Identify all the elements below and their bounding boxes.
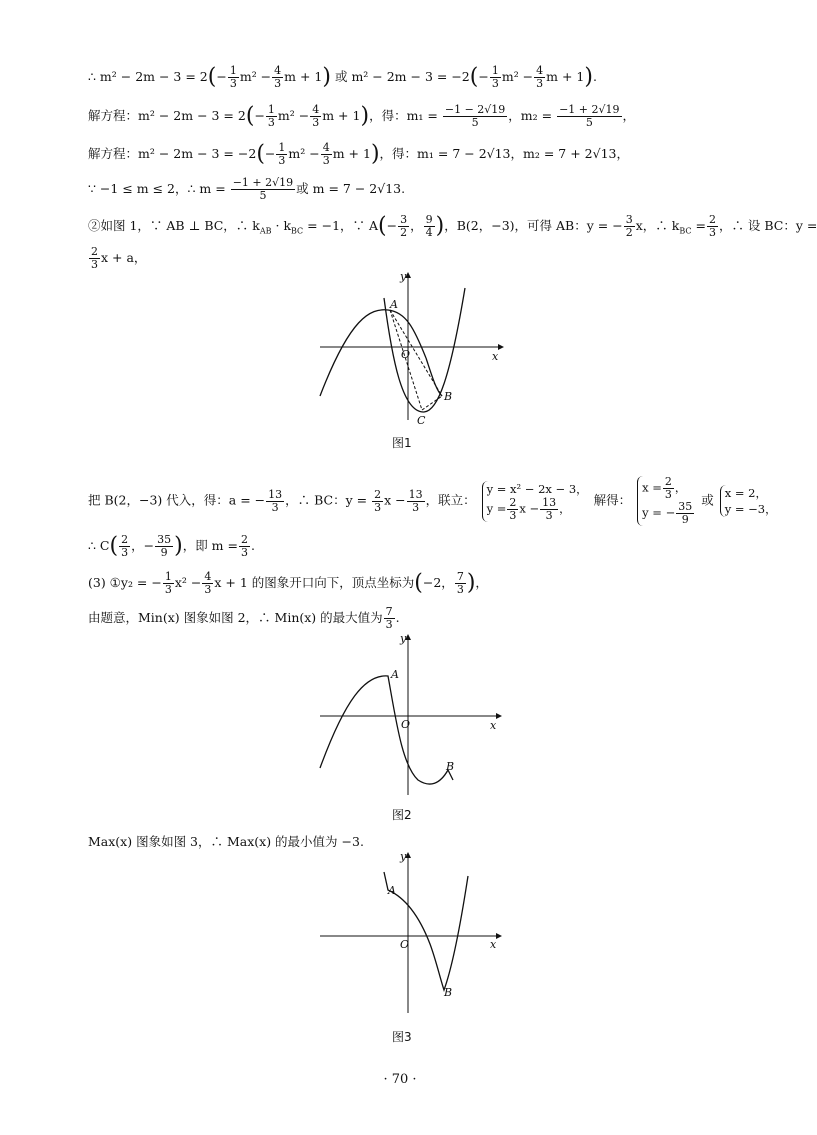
text: ，∴ 设 BC：y = [718,218,817,233]
text: m² − [277,108,310,123]
fraction: $\frac{7}{3}$ [385,605,393,631]
text: Max(x) 图象如图 3，∴ Max(x) 的最小值为 −3. [88,834,364,849]
text: m² − [501,69,534,84]
page-number: · 70 · [383,1072,417,1087]
fraction: $\frac{9}{4}$ [425,213,433,239]
text: ∵ −1 ≤ m ≤ 2，∴ m = [88,181,226,196]
text: ②如图 1，∵ AB ⊥ BC，∴ k [88,218,260,233]
fraction: $\frac{4}{3}$ [536,64,544,90]
text: x² − [174,575,202,590]
text: −2， [422,575,454,590]
fraction: $\frac{1}{3}$ [491,64,499,90]
x-axis-arrow [496,933,502,939]
line-10 [88,606,400,631]
text: 由题意，Min(x) 图象如图 2，∴ Min(x) 的最大值为 [88,610,383,625]
max-curve [384,872,468,990]
label-b: B [446,760,455,773]
text: ， [475,575,488,590]
text: ，得：m₁ = 7 − 2√13，m₂ = 7 + 2√13， [379,146,629,161]
text: 或 m² − 2m − 3 = −2 [334,69,470,84]
fraction: $\frac{4}{3}$ [322,141,330,167]
text: 解方程：m² − 2m − 3 = 2 [88,108,246,123]
fraction: $\frac{7}{3}$ [456,570,464,596]
text: = −1，∵ A [307,218,379,233]
text: ，∴ BC：y = [285,492,368,508]
solution-2 [720,485,777,517]
text: x − [519,501,540,515]
line-5: ②如图 1，∵ AB ⊥ BC，∴ $k_{AB} \cdot k_{BC} = -1$，∵ A(− $\frac{3}{2}$ ， $\frac{9}{4}$ )，B(2，−3)，可得 AB：y = − $\frac{3}{2}$ x，∴ $k_{BC}$ = $\frac{2}{3}$ ，∴ 设 BC：y = [88,213,817,239]
text: 或 [701,492,714,508]
line-7 [88,476,779,526]
text: . [592,69,597,84]
parabola-y2-lower [426,358,442,396]
x-axis-arrow [498,344,504,350]
x-axis-arrow [496,713,502,719]
fraction: $\frac{1}{3}$ [229,64,237,90]
text: y = x² − 2x − 3， [486,481,588,496]
text: m + 1 [332,146,371,161]
label-a: A [390,298,398,311]
fraction: $\frac{1}{3}$ [267,103,275,129]
text: m + 1 [322,108,361,123]
figure-1 [310,268,510,428]
label-y: y [400,632,407,645]
subscript: BC [679,226,692,236]
line-2: 解方程：m² − 2m − 3 = 2(− $\frac{1}{3}$ m² − $\frac{4}{3}$ m + 1)，得：m₁ = $\frac{-1 - 2√19}{5}$ ，m₂ = $\frac{-1 + 2√19}{5}$ ， [88,103,636,129]
line-4 [88,177,405,202]
text: ， [559,501,571,515]
text: ∴ m² − 2m − 3 = 2 [88,69,208,84]
caption-fig3: 图3 [392,1030,412,1044]
line-6 [88,246,146,271]
text: ， [410,218,423,233]
text: (3) ①y₂ = − [88,575,162,590]
label-a: A [391,668,399,681]
solution-1: x = $\frac{2}{3}$ ， y = − $\frac{35}{9}$ [637,476,695,526]
line-3: 解方程：m² − 2m − 3 = −2(− $\frac{1}{3}$ m² − $\frac{4}{3}$ m + 1)，得：m₁ = 7 − 2√13，m₂ = 7 + 2√13， [88,141,629,167]
text: . [395,610,400,625]
text: y = −3， [724,502,777,516]
fraction: $\frac{2}{3}$ [240,533,248,559]
fraction: $\frac{4}{3}$ [274,64,282,90]
text: − [254,108,265,123]
fraction: $\frac{35}{9}$ [157,533,172,559]
text: x = 2， [724,486,767,500]
text: ，即 m = [182,538,238,553]
text: 解方程：m² − 2m − 3 = −2 [88,146,257,161]
fraction: $\frac{3}{2}$ [400,213,408,239]
text: ∴ C [88,538,110,553]
text: ，得：m₁ = [369,108,438,123]
label-c: C [417,414,426,427]
system-equations: y = x² − 2x − 3， y = $\frac{2}{3}$ x − $\frac{13}{3}$ ， [482,481,588,522]
text: − [264,146,276,161]
fraction: $\frac{1}{3}$ [164,570,172,596]
text: m + 1 [284,69,323,84]
text: 把 B(2，−3) 代入，得：a = − [88,492,266,508]
text: m² − [288,146,320,161]
subscript: AB [259,226,272,236]
label-o: O [400,938,410,951]
text: x = [642,480,662,495]
text: x，∴ k [635,218,680,233]
text: y = [486,501,507,515]
text: ，B(2，−3)，可得 AB：y = − [444,218,623,233]
label-x: x [492,350,499,363]
label-a: A [388,884,396,897]
line-1: ∴ m² − 2m − 3 = 2(− $\frac{1}{3}$ m² − $\frac{4}{3}$ m + 1) 或 m² − 2m − 3 = −2(− $\frac{1}{3}$ m² − $\frac{4}{3}$ m + 1). [88,64,597,90]
label-y: y [400,850,407,863]
text: = [695,218,706,233]
label-o: O [401,348,411,361]
fraction: $\frac{-1 - 2√19}{5}$ [444,103,506,129]
fraction: $\frac{4}{3}$ [312,103,320,129]
text: 或 m = 7 − 2√13. [296,181,406,196]
label-x: x [490,719,497,732]
text: x + 1 的图象开口向下，顶点坐标为 [214,575,415,590]
fraction: $\frac{4}{3}$ [204,570,212,596]
line-8: ∴ C( $\frac{2}{3}$ ，− $\frac{35}{9}$ )，即 m = $\frac{2}{3}$ . [88,533,255,559]
text: ， [674,480,687,495]
text: ， [131,538,144,553]
fraction: $\frac{2}{3}$ [91,245,98,271]
subscript: BC [291,226,304,236]
text: 解得： [593,492,632,508]
caption-fig2: 图2 [392,808,412,822]
fraction: $\frac{-1 + 2√19}{5}$ [232,176,294,202]
text: x + a， [101,250,147,265]
fraction: $\frac{13}{3}$ [408,487,423,514]
text: − [386,218,398,233]
text: ， [622,108,636,123]
caption-fig1: 图1 [392,436,412,450]
label-b: B [444,390,453,403]
text: m + 1 [546,69,585,84]
fraction: $\frac{2}{3}$ [708,213,716,239]
fraction: $\frac{13}{3}$ [268,487,283,514]
text: − [478,69,489,84]
segment-ab [390,310,442,396]
text: x − [384,492,406,508]
text: · k [275,218,292,233]
text: y = − [642,505,676,520]
fraction: $\frac{3}{2}$ [625,213,633,239]
fraction: $\frac{-1 + 2√19}{5}$ [559,103,620,129]
label-x: x [490,938,497,951]
figure-2 [310,630,510,800]
text: ，联立： [425,492,476,508]
figure-3 [310,848,510,1018]
text: m² − [239,69,272,84]
min-curve [320,676,453,784]
label-o: O [401,718,411,731]
text: − [216,69,227,84]
line-9: (3) ①y₂ = − $\frac{1}{3}$ x² − $\frac{4}{3}$ x + 1 的图象开口向下，顶点坐标为(−2， $\frac{7}{3}$ )， [88,570,488,596]
text: . [250,538,255,553]
label-b: B [444,986,453,999]
label-y: y [400,270,407,283]
fraction: $\frac{2}{3}$ [121,533,129,559]
fraction: $\frac{2}{3}$ [374,487,382,514]
parabola-y2 [320,310,426,396]
text: − [143,538,155,553]
text: ，m₂ = [508,108,553,123]
fraction: $\frac{1}{3}$ [278,141,286,167]
